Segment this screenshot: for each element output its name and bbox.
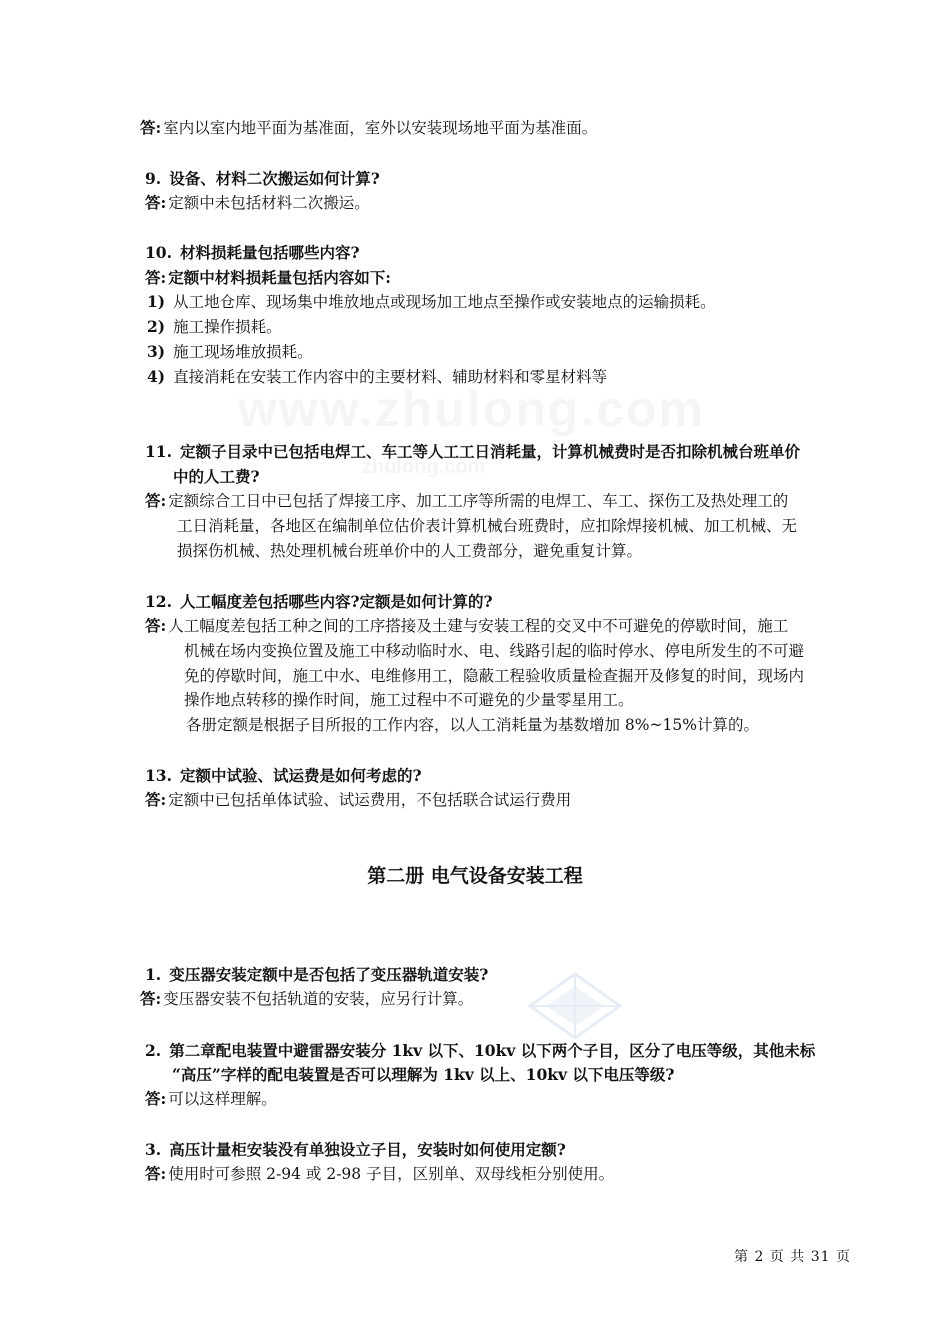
text-line [145, 615, 788, 637]
item-number: 11. [145, 442, 172, 461]
text-line [184, 689, 634, 711]
text-line [145, 789, 571, 811]
line-text: “高压”字样的配电装置是否可以理解为 1kv 以上、10kv 以下电压等级? [172, 1065, 675, 1084]
line-text: 定额中未包括材料二次搬运。 [168, 194, 370, 212]
line-text: 人工幅度差包括工种之间的工序搭接及土建与安装工程的交叉中不可避免的停歇时间，施工 [168, 617, 789, 635]
watermark [238, 380, 705, 438]
text-line [145, 1139, 566, 1161]
line-text: 定额子目录中已包括电焊工、车工等人工工日消耗量，计算机械费时是否扣除机械台班单价 [179, 442, 800, 461]
line-text: 中的人工费? [173, 467, 260, 486]
text-line [145, 1088, 277, 1110]
text-line [145, 192, 370, 214]
text-line [145, 242, 360, 264]
line-text: 直接消耗在安装工作内容中的主要材料、辅助材料和零星材料等 [173, 368, 608, 386]
text-line [145, 490, 788, 512]
text-line [177, 540, 642, 562]
text-line [145, 267, 391, 289]
line-text: 可以这样理解。 [168, 1090, 277, 1108]
item-number: 1. [145, 965, 162, 984]
line-text: 设备、材料二次搬运如何计算? [169, 169, 380, 188]
line-text: 高压计量柜安装没有单独设立子目，安装时如何使用定额? [169, 1140, 566, 1159]
text-line [145, 1040, 815, 1062]
text-line [145, 168, 380, 190]
line-text: 使用时可参照 2-94 或 2-98 子目，区别单、双母线柜分别使用。 [168, 1165, 615, 1183]
line-text: 施工操作损耗。 [173, 318, 282, 336]
answer-label: 答: [145, 1089, 167, 1108]
line-text: 施工现场堆放损耗。 [173, 343, 313, 361]
item-number: 4) [147, 367, 166, 386]
answer-label: 答: [145, 268, 167, 287]
text-line [184, 665, 804, 687]
answer-label: 答: [140, 118, 162, 137]
item-number: 9. [145, 169, 162, 188]
answer-label: 答: [145, 790, 167, 809]
text-line [147, 366, 607, 388]
text-line [147, 291, 716, 313]
answer-label: 答: [145, 193, 167, 212]
item-number: 13. [145, 766, 172, 785]
item-number: 2. [145, 1041, 162, 1060]
text-line [145, 765, 422, 787]
text-line [145, 441, 800, 463]
line-text: 各册定额是根据子目所报的工作内容，以人工消耗量为基数增加 8%~15%计算的。 [186, 716, 759, 734]
answer-label: 答: [145, 1164, 167, 1183]
line-text: 变压器安装定额中是否包括了变压器轨道安装? [169, 965, 489, 984]
line-text: 损探伤机械、热处理机械台班单价中的人工费部分，避免重复计算。 [177, 542, 643, 560]
text-line [140, 988, 473, 1010]
text-line [145, 964, 488, 986]
text-line [173, 466, 260, 488]
line-text: 材料损耗量包括哪些内容? [179, 243, 360, 262]
item-number: 3. [145, 1140, 162, 1159]
text-line [147, 316, 282, 338]
text-line [177, 515, 797, 537]
text-line [140, 117, 597, 139]
line-text: 室内以室内地平面为基准面，室外以安装现场地平面为基准面。 [163, 119, 598, 137]
answer-label: 答: [140, 989, 162, 1008]
watermark-logo-icon [520, 970, 630, 1042]
answer-label: 答: [145, 616, 167, 635]
item-number: 1) [147, 292, 166, 311]
text-line [186, 714, 759, 736]
text-line [145, 591, 493, 613]
line-text: 第二章配电装置中避雷器安装分 1kv 以下、10kv 以下两个子目，区分了电压等级，其他未标 [169, 1041, 816, 1060]
section-title: 第二册 电气设备安装工程 [367, 865, 583, 887]
line-text: 从工地仓库、现场集中堆放地点或现场加工地点至操作或安装地点的运输损耗。 [173, 293, 716, 311]
item-number: 2) [147, 317, 166, 336]
line-text: 定额中已包括单体试验、试运费用，不包括联合试运行费用 [168, 791, 572, 809]
text-line [145, 1163, 614, 1185]
line-text: 工日消耗量，各地区在编制单位估价表计算机械台班费时，应扣除焊接机械、加工机械、无 [177, 517, 798, 535]
item-number: 12. [145, 592, 172, 611]
line-text: 操作地点转移的操作时间，施工过程中不可避免的少量零星用工。 [184, 691, 634, 709]
text-line [184, 640, 804, 662]
line-text: 定额中试验、试运费是如何考虑的? [179, 766, 422, 785]
page-footer: 第 2 页 共 31 页 [734, 1249, 851, 1265]
answer-label: 答: [145, 491, 167, 510]
text-line [172, 1064, 674, 1086]
line-text: 定额综合工日中已包括了焊接工序、加工工序等所需的电焊工、车工、探伤工及热处理工的 [168, 492, 789, 510]
item-number: 10. [145, 243, 172, 262]
line-text: 机械在场内变换位置及施工中移动临时水、电、线路引起的临时停水、停电所发生的不可避 [184, 642, 805, 660]
text-line [147, 341, 313, 363]
line-text: 变压器安装不包括轨道的安装，应另行计算。 [163, 990, 474, 1008]
line-text: 免的停歇时间，施工中水、电维修用工，隐蔽工程验收质量检查掘开及修复的时间，现场内 [184, 667, 805, 685]
line-text: 人工幅度差包括哪些内容?定额是如何计算的? [179, 592, 493, 611]
item-number: 3) [147, 342, 166, 361]
line-text: 定额中材料损耗量包括内容如下: [168, 268, 391, 287]
